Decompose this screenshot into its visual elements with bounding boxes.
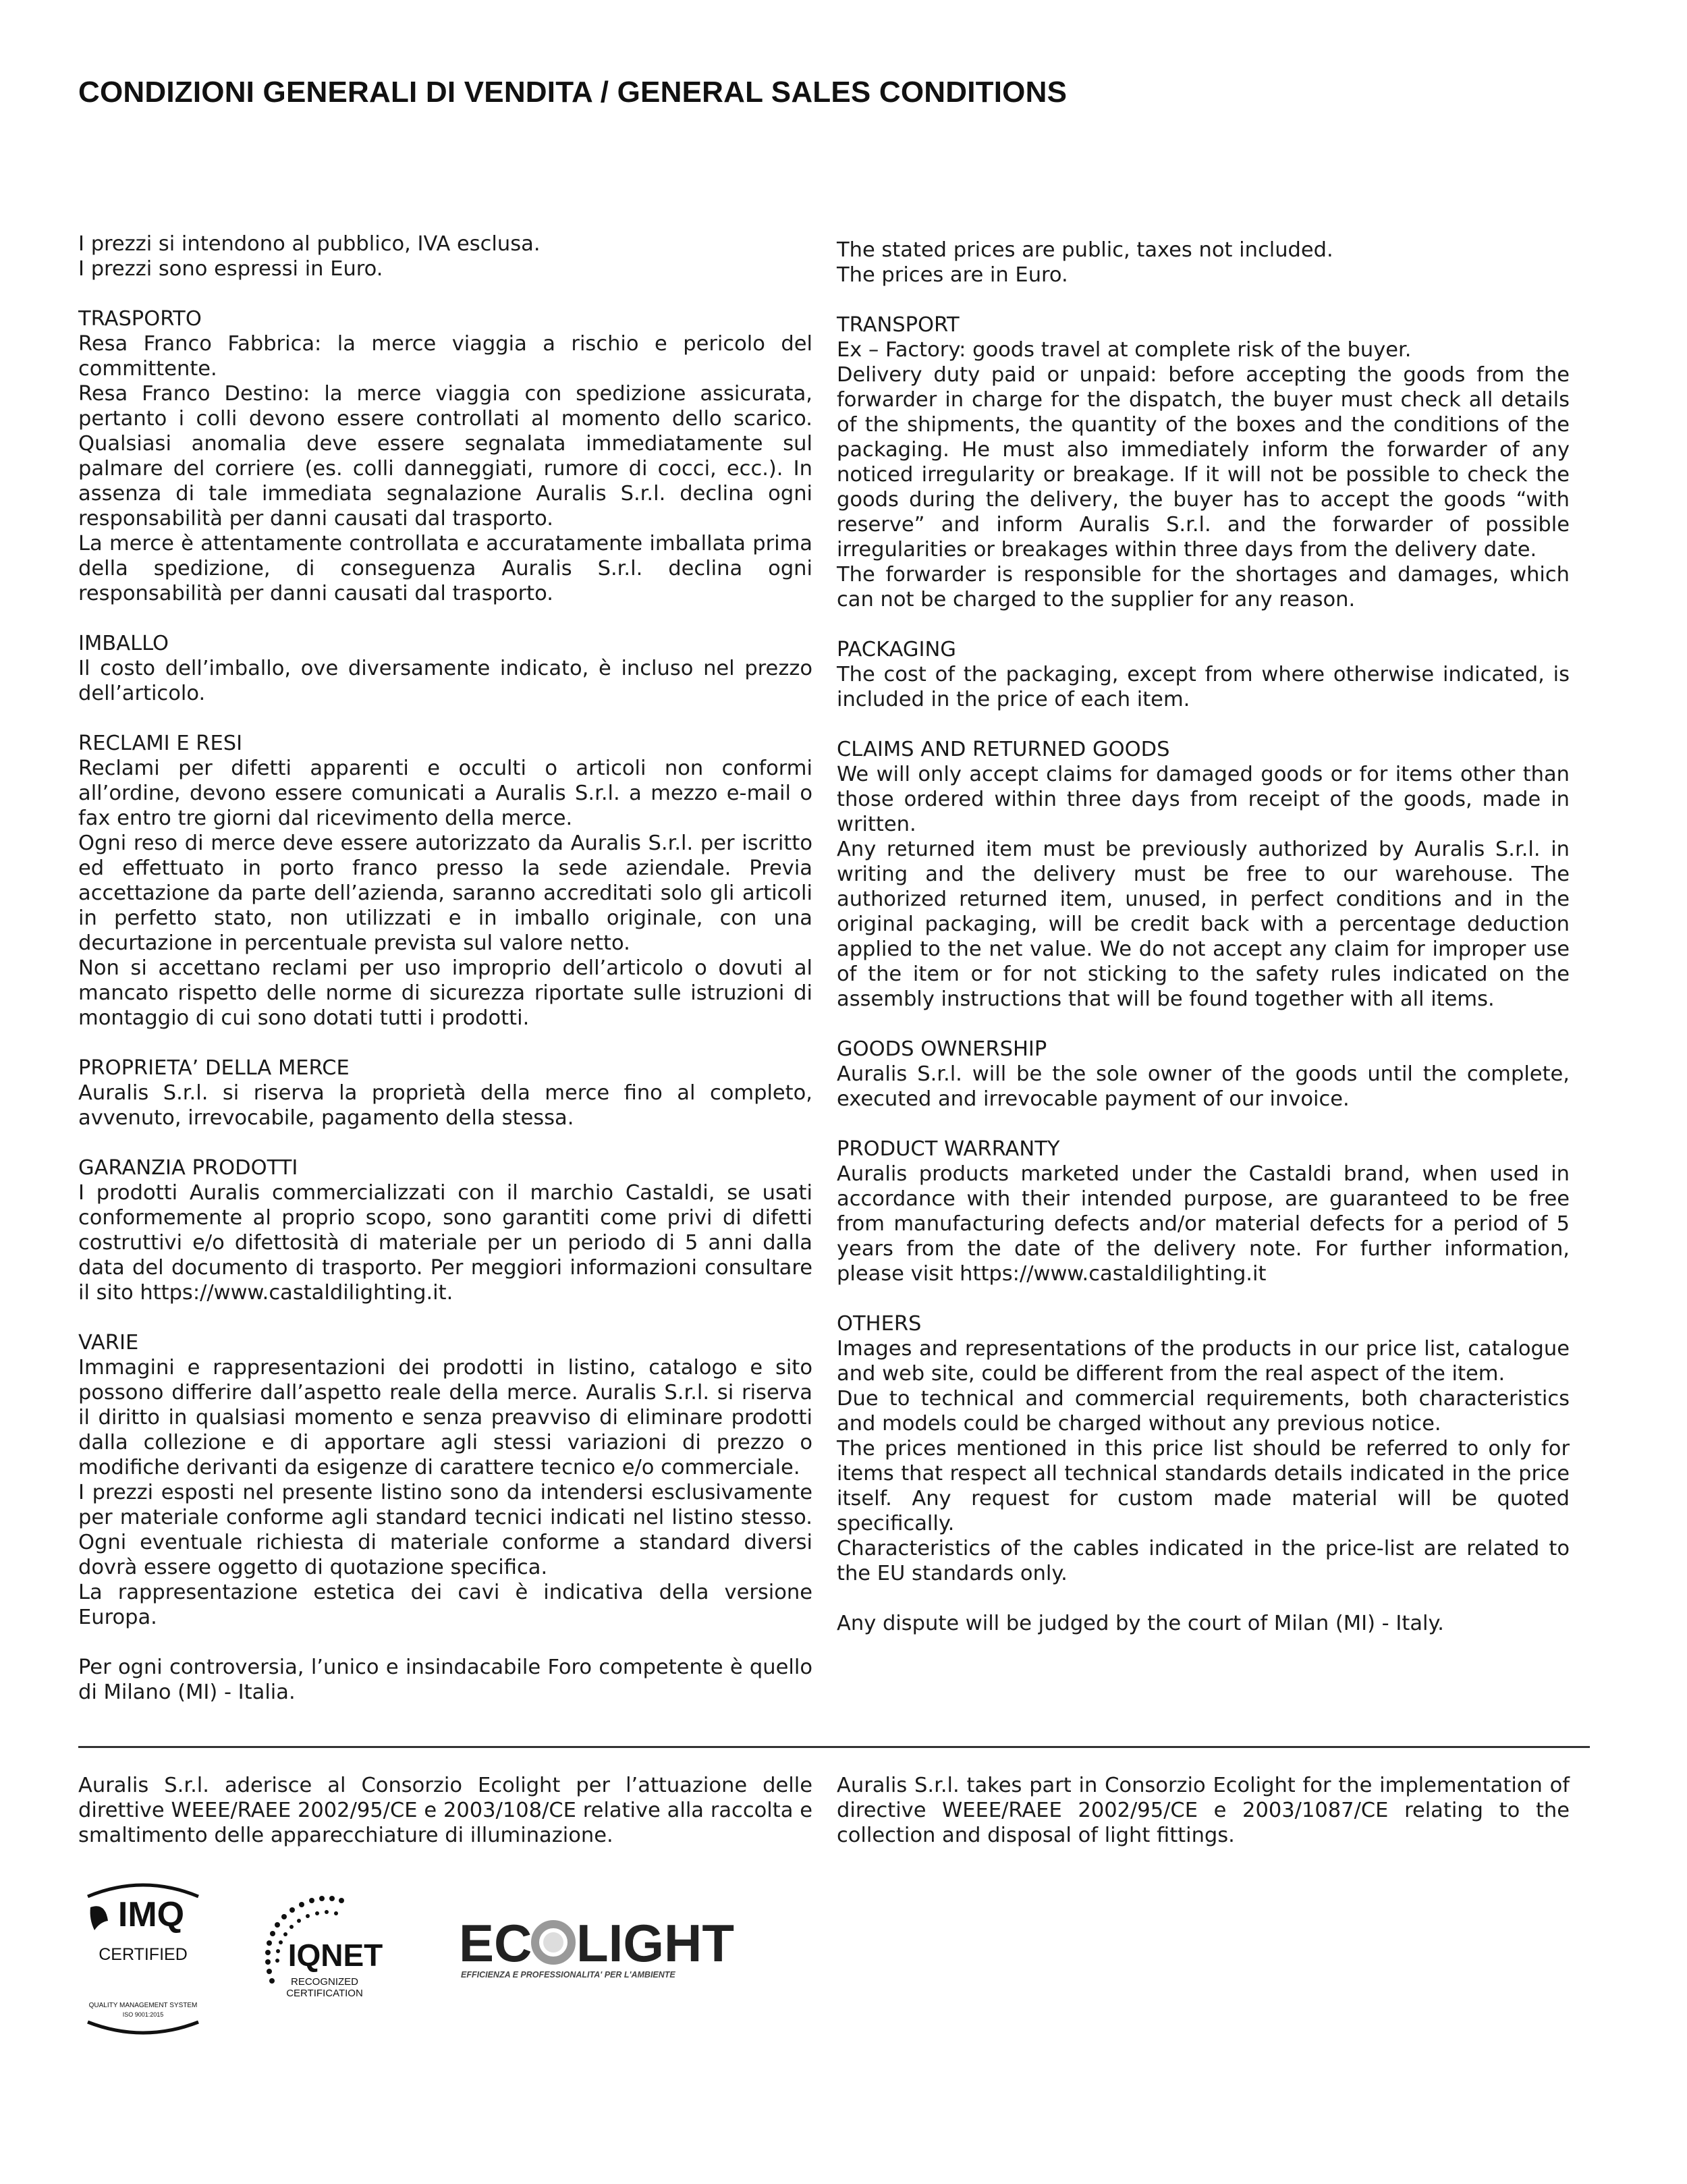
divider — [78, 1746, 1590, 1748]
ecolight-text-light: LIGHT — [576, 1917, 734, 1973]
section-imballo — [78, 631, 812, 706]
paragraph: Auralis S.r.l. will be the sole owner of the goods until the complete, executed and irrevocable payment of our invoice. — [837, 1062, 1570, 1111]
paragraph: We will only accept claims for damaged goods or for items other than those ordered within three days from receipt of the goods, made in written. — [837, 763, 1570, 836]
section-claims — [837, 737, 1570, 1012]
imq-certified-logo — [76, 1878, 211, 2040]
ecolight-o-center — [543, 1932, 563, 1953]
intro-line: The prices are in Euro. — [837, 263, 1068, 287]
paragraph: Il costo dell’imballo, ove diversamente indicato, è incluso nel prezzo dell’articolo. — [78, 657, 812, 705]
page-title: CONDIZIONI GENERALI DI VENDITA / GENERAL SALES CONDITIONS — [78, 76, 1068, 109]
section-others — [837, 1311, 1570, 1586]
paragraph: Immagini e rappresentazioni dei prodotti in listino, catalogo e sito possono differire dall’aspetto reale della merce. Auralis S.r.l. si riserva il diritto in qualsiasi momento e senza preavviso di eliminare prodotti dalla collezione e di apportare agli stessi variazioni di prezzo o modifiche derivanti da esigenze di carattere tecnico e/o commerciale. — [78, 1356, 812, 1479]
paragraph: I prezzi esposti nel presente listino sono da intendersi esclusivamente per materiale conforme agli standard tecnici indicati nel listino stesso. Ogni eventuale richiesta di materiale conforme a standard diversi dovrà essere oggetto di quotazione specifica. — [78, 1481, 812, 1579]
ecolight-logo — [459, 1917, 763, 1991]
paragraph: Due to technical and commercial requirements, both characteristics and models could be charged without any previous notice. — [837, 1387, 1570, 1436]
paragraph: Ogni reso di merce deve essere autorizzato da Auralis S.r.l. per iscritto ed effettuato in porto franco presso la sede aziendale. Previa accettazione da parte dell’azienda, saranno accreditati solo gli articoli in perfetto stato, non utilizzati e in imballo originale, con una decurtazione in percentuale prevista sul valore netto. — [78, 831, 812, 955]
intro-line: I prezzi sono espressi in Euro. — [78, 257, 383, 281]
intro-line: The stated prices are public, taxes not included. — [837, 238, 1333, 262]
paragraph: The forwarder is responsible for the shortages and damages, which can not be charged to the supplier for any reason. — [837, 563, 1570, 611]
section-heading: PACKAGING — [837, 638, 956, 661]
intro-block — [837, 238, 1570, 288]
paragraph: The prices mentioned in this price list should be referred to only for items that respect all technical standards details indicated in the price itself. Any request for custom made material will be quoted specifically. — [837, 1437, 1570, 1535]
ecolight-text-ec: EC — [459, 1917, 532, 1973]
section-heading: TRASPORTO — [78, 307, 202, 331]
section-heading: IMBALLO — [78, 632, 169, 655]
imq-text: IMQ — [117, 1895, 185, 1934]
paragraph: Images and representations of the products in our price list, catalogue and web site, could be different from the real aspect of the item. — [837, 1337, 1570, 1386]
section-heading: TRANSPORT — [837, 313, 960, 337]
italian-column — [78, 231, 812, 1705]
paragraph: Delivery duty paid or unpaid: before accepting the goods from the forwarder in charge for the dispatch, the buyer must check all details of the shipments, the quantity of the boxes and the conditions of the packaging. He must also immediately inform the forwarder of any noticed irregularity or breakage. If it will not be possible to check the goods during the delivery, the buyer has to accept the goods “with reserve” and inform Auralis S.r.l. and the forwarder of possible irregularities or breakages within three days from the delivery date. — [837, 363, 1570, 562]
closing-block — [837, 1611, 1570, 1636]
section-heading: VARIE — [78, 1331, 139, 1355]
section-heading: PROPRIETA’ DELLA MERCE — [78, 1056, 350, 1080]
section-trasporto — [78, 306, 812, 606]
logo-swoosh — [90, 1906, 108, 1930]
iqnet-logo — [260, 1886, 395, 2008]
intro-block — [78, 231, 812, 281]
intro-line: I prezzi si intendono al pubblico, IVA esclusa. — [78, 232, 541, 256]
section-packaging — [837, 637, 1570, 712]
section-garanzia — [78, 1155, 812, 1305]
paragraph: Auralis S.r.l. si riserva la proprietà della merce fino al completo, avvenuto, irrevocabile, pagamento della stessa. — [78, 1081, 812, 1130]
section-proprieta — [78, 1056, 812, 1130]
imq-standard-text: ISO 9001:2015 — [122, 2011, 164, 2018]
paragraph: Reclami per difetti apparenti e occulti o articoli non conformi all’ordine, devono essere comunicati a Auralis S.r.l. a mezzo e-mail o fax entro tre giorni dal ricevimento della merce. — [78, 757, 812, 830]
closing-text: Any dispute will be judged by the court of Milan (MI) - Italy. — [837, 1612, 1444, 1635]
section-heading: CLAIMS AND RETURNED GOODS — [837, 738, 1170, 761]
section-heading: OTHERS — [837, 1312, 922, 1336]
paragraph: La merce è attentamente controllata e accuratamente imballata prima della spedizione, di conseguenza Auralis S.r.l. declina ogni responsabilità per danni causati dal trasporto. — [78, 532, 812, 605]
paragraph: Any returned item must be previously authorized by Auralis S.r.l. in writing and the delivery must be free to our warehouse. The authorized returned item, unused, in perfect conditions and in the original packaging, will be credit back with a percentage deduction applied to the net value. We do not accept any claim for improper use of the item or for not sticking to the safety rules indicated on the assembly instructions that will be found together with all items. — [837, 838, 1570, 1011]
paragraph: La rappresentazione estetica dei cavi è indicativa della versione Europa. — [78, 1581, 812, 1629]
paragraph: Non si accettano reclami per uso improprio dell’articolo o dovuti al mancato rispetto delle norme di sicurezza riportate sulle istruzioni di montaggio di cui sono dotati tutti i prodotti. — [78, 956, 812, 1030]
iqnet-text: IQNET — [287, 1938, 383, 1973]
section-goods-ownership — [837, 1037, 1570, 1112]
iqnet-line2: CERTIFICATION — [286, 1988, 363, 1999]
section-varie — [78, 1330, 812, 1630]
closing-block — [78, 1655, 812, 1705]
logo-arc-bottom — [88, 2022, 198, 2033]
imq-certified-text: CERTIFIED — [99, 1945, 188, 1964]
imq-system-text: QUALITY MANAGEMENT SYSTEM — [88, 2002, 198, 2009]
section-reclami-e-resi — [78, 731, 812, 1031]
section-transport — [837, 312, 1570, 612]
section-heading: RECLAMI E RESI — [78, 732, 243, 755]
footer-english: Auralis S.r.l. takes part in Consorzio Ecolight for the implementation of directive WEEE/RAEE 2002/95/CE e 2003/1087/CE relating to the collection and disposal of light fittings. — [837, 1774, 1570, 1847]
english-column — [837, 238, 1570, 1636]
paragraph: I prodotti Auralis commercializzati con il marchio Castaldi, se usati conformemente al proprio scopo, sono garantiti come privi di difetti costruttivi e/o difettosità di materiale per un periodo di 5 anni dalla data del documento di trasporto. Per meggiori informazioni consultare il sito https://www.castaldilighting.it. — [78, 1181, 812, 1305]
section-heading: PRODUCT WARRANTY — [837, 1137, 1060, 1161]
section-heading: GARANZIA PRODOTTI — [78, 1156, 298, 1180]
paragraph: The cost of the packaging, except from where otherwise indicated, is included in the price of each item. — [837, 663, 1570, 711]
iqnet-line1: RECOGNIZED — [290, 1976, 359, 1988]
closing-text: Per ogni controversia, l’unico e insindacabile Foro competente è quello di Milano (MI) - Italia. — [78, 1656, 812, 1704]
paragraph: Resa Franco Fabbrica: la merce viaggia a rischio e pericolo del committente. — [78, 332, 812, 381]
paragraph: Characteristics of the cables indicated in the price-list are related to the EU standards only. — [837, 1537, 1570, 1585]
footer-italian: Auralis S.r.l. aderisce al Consorzio Ecolight per l’attuazione delle direttive WEEE/RAEE 2002/95/CE e 2003/108/CE relative alla raccolta e smaltimento delle apparecchiature di illuminazione. — [78, 1774, 812, 1847]
paragraph: Resa Franco Destino: la merce viaggia con spedizione assicurata, pertanto i colli devono essere controllati al momento dello scarico. Qualsiasi anomalia deve essere segnalata immediatamente sul palmare del corriere (es. colli danneggiati, rumore di cocci, ecc.). In assenza di tale immediata segnalazione Auralis S.r.l. declina ogni responsabilità per danni causati dal trasporto. — [78, 382, 812, 530]
section-heading: GOODS OWNERSHIP — [837, 1037, 1047, 1061]
paragraph: Auralis products marketed under the Castaldi brand, when used in accordance with their intended purpose, are guaranteed to be free from manufacturing defects and/or material defects for a period of 5 years from the date of the delivery note. For further information, please visit https://www.castaldilighting.it — [837, 1162, 1570, 1286]
section-product-warranty — [837, 1137, 1570, 1286]
ecolight-tagline: EFFICIENZA E PROFESSIONALITA' PER L'AMBIENTE — [461, 1970, 675, 1980]
paragraph: Ex – Factory: goods travel at complete risk of the buyer. — [837, 338, 1412, 362]
